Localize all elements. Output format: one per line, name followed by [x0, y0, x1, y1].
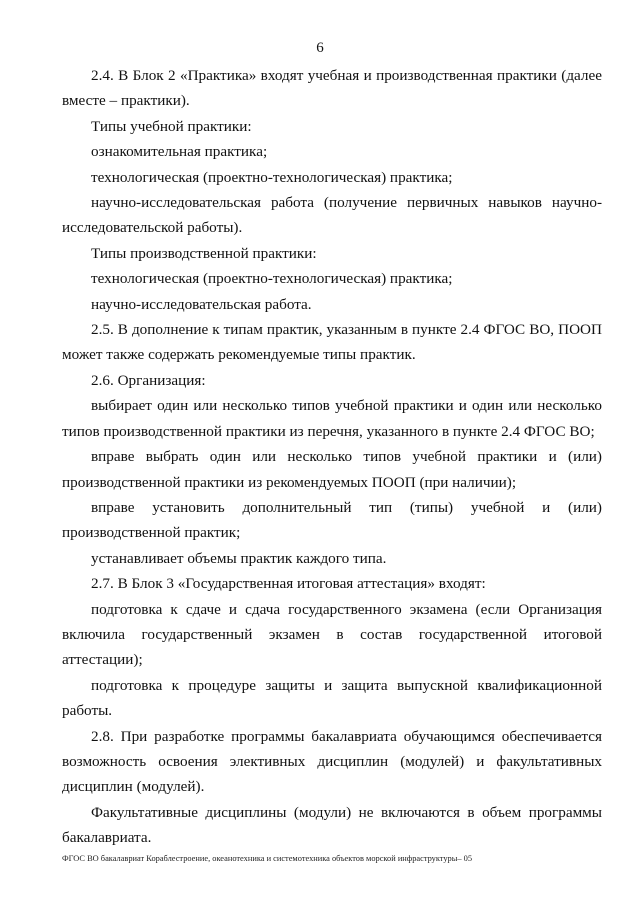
paragraph-practice-types-heading: Типы учебной практики:: [91, 117, 252, 135]
list-item: технологическая (проектно-технологическая) практика;: [91, 270, 453, 288]
page-number: 6: [316, 40, 324, 56]
paragraph-2-7: 2.7. В Блок 3 «Государственная итоговая аттестация» входят:: [91, 575, 486, 593]
paragraph-2-4: 2.4. В Блок 2 «Практика» входят учебная и производственная практики (далее вместе – практики).: [62, 67, 602, 110]
list-item: ознакомительная практика;: [91, 143, 268, 161]
paragraph-2-5: 2.5. В дополнение к типам практик, указанным в пункте 2.4 ФГОС ВО, ПООП может также содержать рекомендуемые типы практик.: [62, 321, 602, 364]
list-item: подготовка к сдаче и сдача государственного экзамена (если Организация включила государственный экзамен в состав государственной итоговой аттестации);: [62, 600, 602, 669]
paragraph-2-8: 2.8. При разработке программы бакалавриата обучающимся обеспечивается возможность освоения элективных дисциплин (модулей) и факультативных дисциплин (модулей).: [62, 727, 602, 796]
list-item: технологическая (проектно-технологическая) практика;: [91, 168, 453, 186]
list-item: научно-исследовательская работа.: [91, 295, 312, 313]
list-item: устанавливает объемы практик каждого типа.: [91, 549, 387, 567]
paragraph-optional-disciplines: Факультативные дисциплины (модули) не включаются в объем программы бакалавриата.: [62, 803, 602, 847]
list-item: вправе выбрать один или несколько типов учебной практики и (или) производственной практики из рекомендуемых ПООП (при наличии);: [62, 448, 602, 491]
list-item: научно-исследовательская работа (получение первичных навыков научно-исследовательской работы).: [62, 194, 602, 237]
page-footer: ФГОС ВО бакалавриат Кораблестроение, океанотехника и системотехника объектов морской инфраструктуры– 05: [62, 854, 473, 863]
list-item: выбирает один или несколько типов учебной практики и один или несколько типов производственной практики из перечня, указанного в пункте 2.4 ФГОС ВО;: [62, 397, 602, 440]
list-item: подготовка к процедуре защиты и защита выпускной квалификационной работы.: [62, 676, 602, 720]
paragraph-2-6: 2.6. Организация:: [91, 371, 206, 389]
document-body: [62, 63, 602, 851]
paragraph-production-types-heading: Типы производственной практики:: [91, 244, 317, 262]
list-item: вправе установить дополнительный тип (типы) учебной и (или) производственной практик;: [62, 498, 602, 542]
